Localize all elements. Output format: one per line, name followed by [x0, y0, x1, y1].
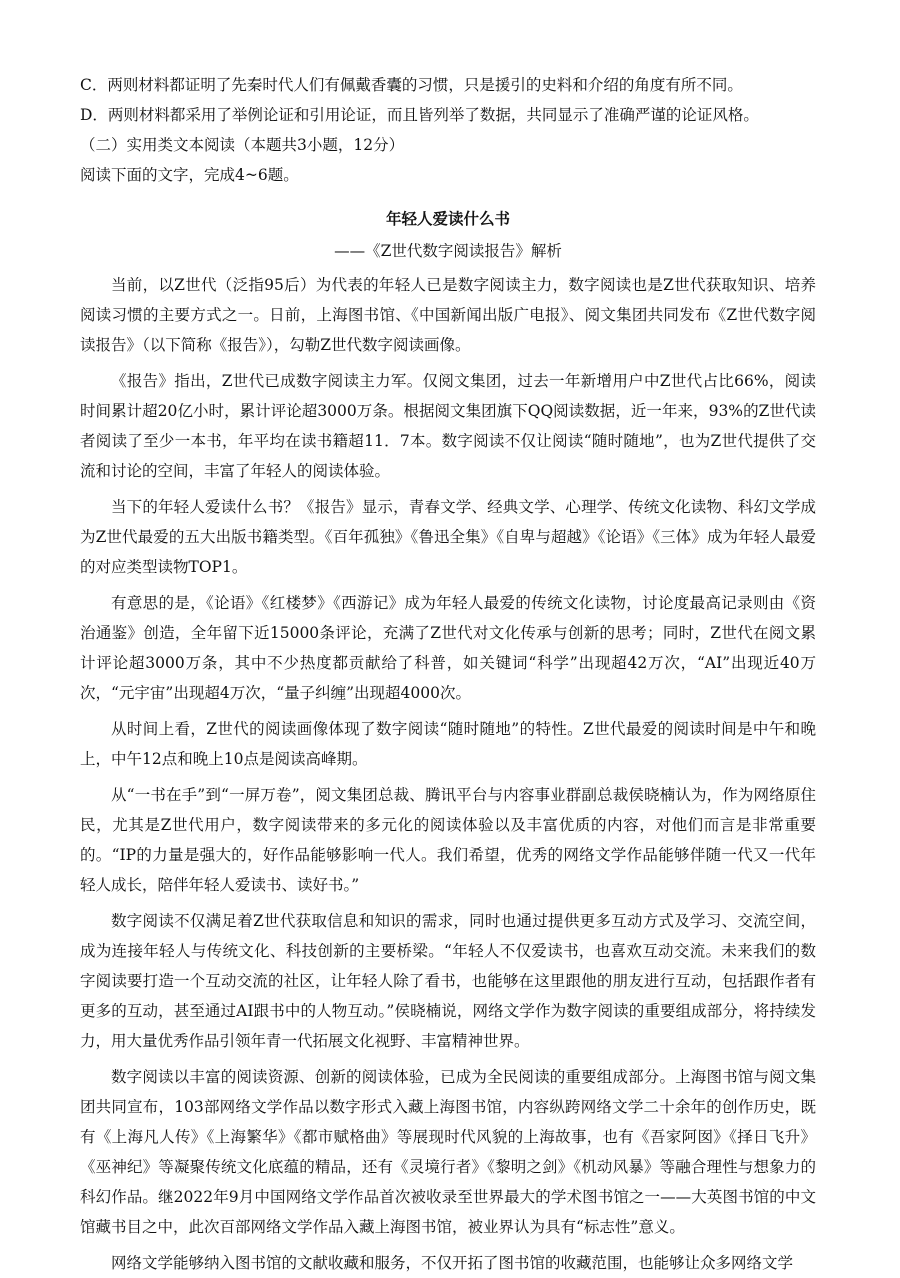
paragraph: 当下的年轻人爱读什么书？《报告》显示，青春文学、经典文学、心理学、传统文化读物、科幻文学成为Z世代最爱的五大出版书籍类型。《百年孤独》《鲁迅全集》《自卑与超越》《论语》《三体》成为年轻人最爱的对应类型读物TOP1。 [80, 498, 816, 576]
paragraph: 数字阅读不仅满足着Z世代获取信息和知识的需求，同时也通过提供更多互动方式及学习、交流空间，成为连接年轻人与传统文化、科技创新的主要桥梁。“年轻人不仅爱读书，也喜欢互动交流。未来我们的数字阅读要打造一个互动交流的社区，让年轻人除了看书，也能够在这里跟他的朋友进行互动，包括跟作者有更多的互动，甚至通过AI跟书中的人物互动。”侯晓楠说，网络文学作为数字阅读的重要组成部分，将持续发力，用大量优秀作品引领年青一代拓展文化视野、丰富精神世界。 [80, 912, 816, 1050]
paragraph: 有意思的是，《论语》《红楼梦》《西游记》成为年轻人最爱的传统文化读物，讨论度最高记录则由《资治通鉴》创造，全年留下近15000条评论，充满了Z世代对文化传承与创新的思考；同时，Z世代在阅文累计评论超3000万条，其中不少热度都贡献给了科普，如关键词“科学”出现超42万次，“AI”出现近40万次，“元宇宙”出现超4万次，“量子纠缠”出现超4000次。 [80, 594, 816, 702]
paragraph: 从时间上看，Z世代的阅读画像体现了数字阅读“随时随地”的特性。Z世代最爱的阅读时间是中午和晚上，中午12点和晚上10点是阅读高峰期。 [80, 720, 816, 768]
section-heading: （二）实用类文本阅读（本题共3小题，12分） [80, 136, 405, 154]
option-d: D．两则材料都采用了举例论证和引用论证，而且皆列举了数据，共同显示了准确严谨的论证风格。 [80, 106, 759, 124]
option-c: C．两则材料都证明了先秦时代人们有佩戴香囊的习惯，只是援引的史料和介绍的角度有所不同。 [80, 76, 743, 94]
paragraph: 数字阅读以丰富的阅读资源、创新的阅读体验，已成为全民阅读的重要组成部分。上海图书馆与阅文集团共同宣布，103部网络文学作品以数字形式入藏上海图书馆，内容纵跨网络文学二十余年的创作历史，既有《上海凡人传》《上海繁华》《都市赋格曲》等展现时代风貌的上海故事，也有《吾家阿囡》《择日飞升》《巫神纪》等凝聚传统文化底蕴的精品，还有《灵境行者》《黎明之剑》《机动风暴》等融合理性与想象力的科幻作品。继2022年9月中国网络文学作品首次被收录至世界最大的学术图书馆之一——大英图书馆的中文馆藏书目之中，此次百部网络文学作品入藏上海图书馆，被业界认为具有“标志性”意义。 [80, 1068, 816, 1236]
paragraph: 《报告》指出，Z世代已成数字阅读主力军。仅阅文集团，过去一年新增用户中Z世代占比66%，阅读时间累计超20亿小时，累计评论超3000万条。根据阅文集团旗下QQ阅读数据，近一年来，93%的Z世代读者阅读了至少一本书，年平均在读书籍超11．7本。数字阅读不仅让阅读“随时随地”，也为Z世代提供了交流和讨论的空间，丰富了年轻人的阅读体验。 [80, 372, 816, 480]
paragraph: 当前，以Z世代（泛指95后）为代表的年轻人已是数字阅读主力，数字阅读也是Z世代获取知识、培养阅读习惯的主要方式之一。日前，上海图书馆、《中国新闻出版广电报》、阅文集团共同发布《Z世代数字阅读报告》（以下简称《报告》），勾勒Z世代数字阅读画像。 [80, 276, 816, 354]
article-subtitle: ——《Z世代数字阅读报告》解析 [334, 242, 562, 260]
paragraph: 从“一书在手”到“一屏万卷”，阅文集团总裁、腾讯平台与内容事业群副总裁侯晓楠认为，作为网络原住民，尤其是Z世代用户，数字阅读带来的多元化的阅读体验以及丰富优质的内容，对他们而言是非常重要的。“IP的力量是强大的，好作品能够影响一代人。我们希望，优秀的网络文学作品能够伴随一代又一代年轻人成长，陪伴年轻人爱读书、读好书。” [80, 786, 816, 894]
section-instruction: 阅读下面的文字，完成4~6题。 [80, 166, 299, 184]
paragraph: 网络文学能够纳入图书馆的文献收藏和服务，不仅开拓了图书馆的收藏范围，也能够让众多网络文学 [111, 1254, 794, 1272]
article-title: 年轻人爱读什么书 [385, 210, 510, 228]
